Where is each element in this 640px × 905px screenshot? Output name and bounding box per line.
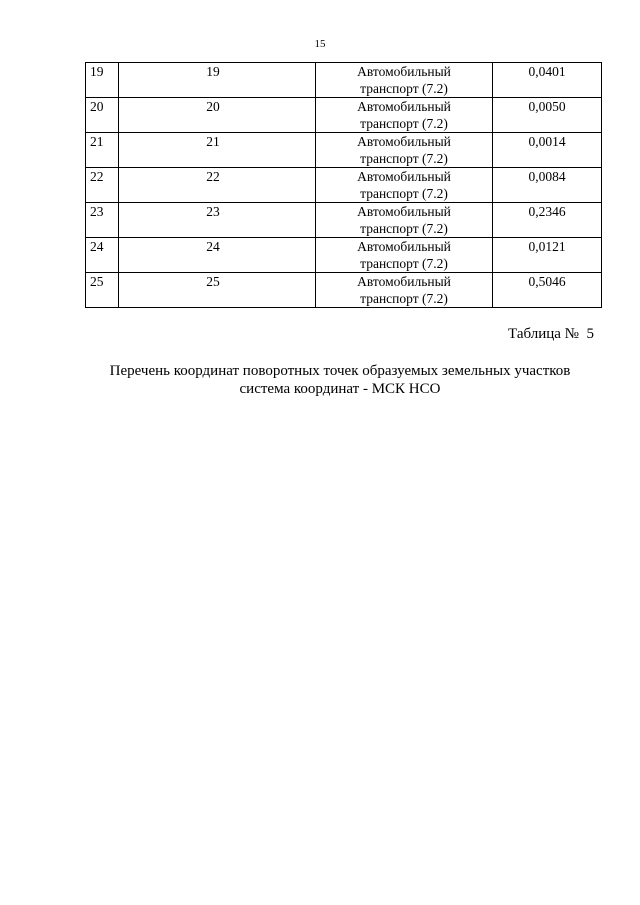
table-caption: Таблица № 5 bbox=[508, 326, 594, 342]
land-use-line2: транспорт (7.2) bbox=[360, 221, 448, 236]
row-number-cell: 22 bbox=[86, 168, 119, 203]
land-use-line1: Автомобильный bbox=[357, 99, 451, 114]
land-use-line2: транспорт (7.2) bbox=[360, 291, 448, 306]
area-cell: 0,0050 bbox=[493, 98, 602, 133]
land-use-line1: Автомобильный bbox=[357, 204, 451, 219]
land-use-cell bbox=[316, 133, 493, 168]
row-number-cell: 23 bbox=[86, 203, 119, 238]
row-number-cell: 24 bbox=[86, 238, 119, 273]
table-row bbox=[86, 63, 602, 98]
land-use-line1: Автомобильный bbox=[357, 169, 451, 184]
row-number-cell: 25 bbox=[86, 273, 119, 308]
land-use-line1: Автомобильный bbox=[357, 239, 451, 254]
land-use-line2: транспорт (7.2) bbox=[360, 186, 448, 201]
parcel-id-cell: 22 bbox=[119, 168, 316, 203]
area-cell: 0,5046 bbox=[493, 273, 602, 308]
land-use-cell bbox=[316, 203, 493, 238]
table-row bbox=[86, 203, 602, 238]
area-cell: 0,0121 bbox=[493, 238, 602, 273]
parcel-id-cell: 20 bbox=[119, 98, 316, 133]
land-use-line2: транспорт (7.2) bbox=[360, 151, 448, 166]
list-title-line2: система координат - МСК НСО bbox=[239, 381, 441, 397]
row-number-cell: 20 bbox=[86, 98, 119, 133]
land-use-cell bbox=[316, 63, 493, 98]
table-row bbox=[86, 98, 602, 133]
table-row bbox=[86, 238, 602, 273]
land-use-cell bbox=[316, 98, 493, 133]
table-row bbox=[86, 273, 602, 308]
land-use-cell bbox=[316, 168, 493, 203]
parcel-id-cell: 23 bbox=[119, 203, 316, 238]
row-number-cell: 21 bbox=[86, 133, 119, 168]
row-number-cell: 19 bbox=[86, 63, 119, 98]
land-use-line2: транспорт (7.2) bbox=[360, 81, 448, 96]
land-use-cell bbox=[316, 273, 493, 308]
table-row bbox=[86, 133, 602, 168]
list-title bbox=[0, 362, 640, 398]
parcels-table bbox=[85, 62, 602, 308]
table-row bbox=[86, 168, 602, 203]
list-title-line1: Перечень координат поворотных точек образуемых земельных участков bbox=[109, 363, 571, 379]
parcel-id-cell: 19 bbox=[119, 63, 316, 98]
land-use-line1: Автомобильный bbox=[357, 134, 451, 149]
land-use-line2: транспорт (7.2) bbox=[360, 256, 448, 271]
land-use-line1: Автомобильный bbox=[357, 64, 451, 79]
land-use-cell bbox=[316, 238, 493, 273]
parcel-id-cell: 21 bbox=[119, 133, 316, 168]
parcel-id-cell: 25 bbox=[119, 273, 316, 308]
area-cell: 0,0014 bbox=[493, 133, 602, 168]
parcel-id-cell: 24 bbox=[119, 238, 316, 273]
land-use-line1: Автомобильный bbox=[357, 274, 451, 289]
page-number: 15 bbox=[314, 38, 326, 50]
area-cell: 0,2346 bbox=[493, 203, 602, 238]
area-cell: 0,0401 bbox=[493, 63, 602, 98]
area-cell: 0,0084 bbox=[493, 168, 602, 203]
land-use-line2: транспорт (7.2) bbox=[360, 116, 448, 131]
